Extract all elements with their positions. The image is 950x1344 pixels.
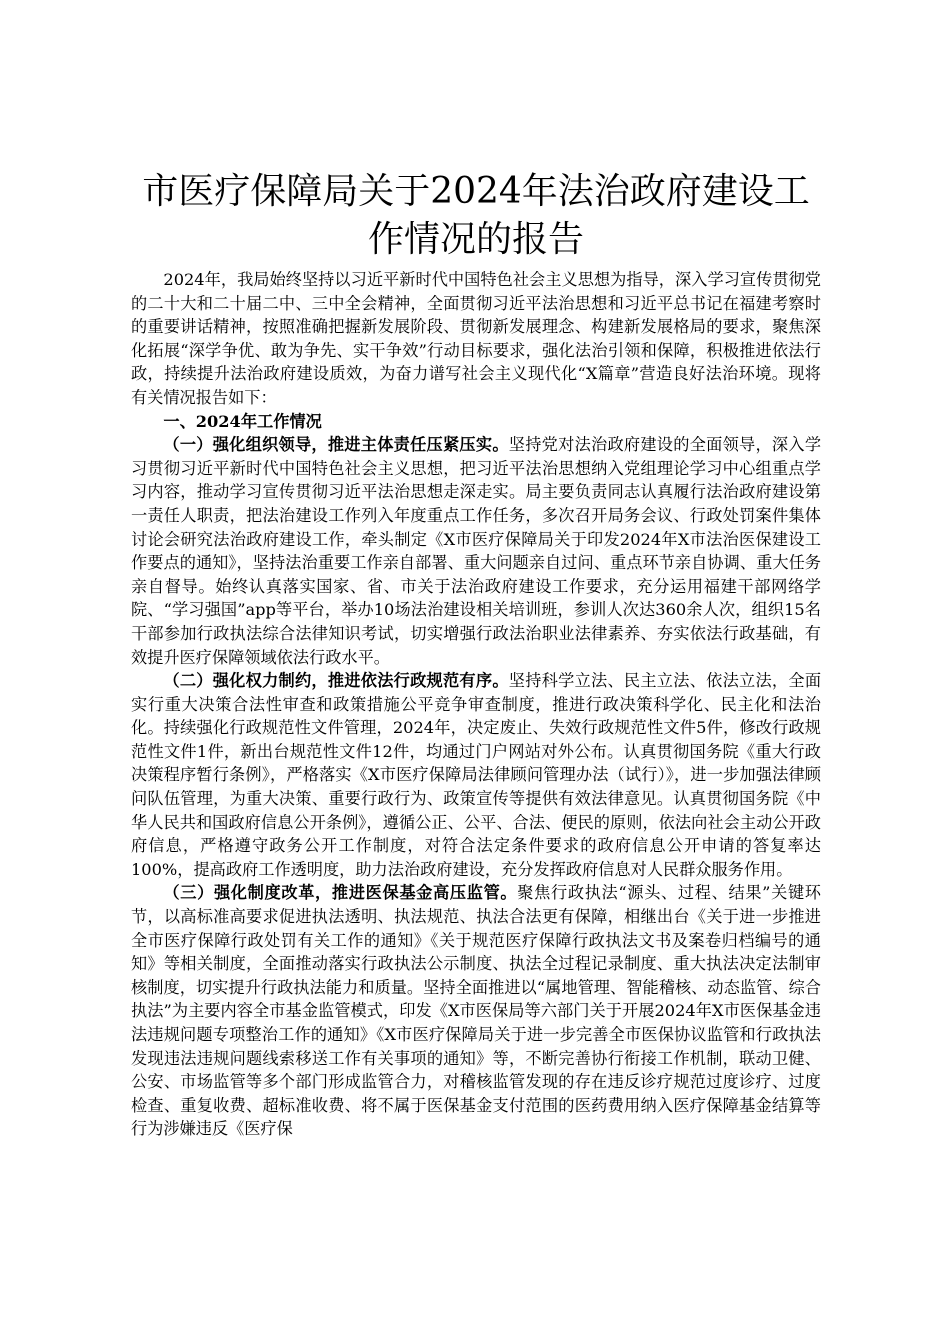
body-paragraph-1 bbox=[131, 433, 821, 669]
section-heading: 一、2024年工作情况 bbox=[163, 411, 322, 431]
paragraph-lead: （一）强化组织领导，推进主体责任压紧压实。 bbox=[163, 435, 509, 455]
document-page bbox=[131, 168, 821, 1141]
document-title: 市医疗保障局关于2024年法治政府建设工作情况的报告 bbox=[142, 171, 810, 260]
document-body bbox=[131, 268, 821, 1141]
body-paragraph-3 bbox=[131, 881, 821, 1141]
intro-paragraph: 2024年，我局始终坚持以习近平新时代中国特色社会主义思想为指导，深入学习宣传贯彻党的二十大和二十届二中、三中全会精神，全面贯彻习近平法治思想和习近平总书记在福建考察时的重要讲话精神，按照准确把握新发展阶段、贯彻新发展理念、构建新发展格局的要求，聚焦深化拓展“深学争优、敢为争先、实干争效”行动目标要求，强化法治引领和保障，积极推进依法行政，持续提升法治政府建设质效，为奋力谱写社会主义现代化“X篇章”营造良好法治环境。现将有关情况报告如下： bbox=[131, 270, 821, 407]
paragraph-text: 坚持党对法治政府建设的全面领导，深入学习贯彻习近平新时代中国特色社会主义思想，把习近平法治思想纳入党组理论学习中心组重点学习内容，推动学习宣传贯彻习近平法治思想走深走实。局主要负责同志认真履行法治政府建设第一责任人职责，把法治建设工作列入年度重点工作任务，多次召开局务会议、行政处罚案件集体讨论会研究法治政府建设工作，牵头制定《X市医疗保障局关于印发2024年X市法治医保建设工作要点的通知》，坚持法治重要工作亲自部署、重大问题亲自过问、重点环节亲自协调、重大任务亲自督导。始终认真落实国家、省、市关于法治政府建设工作要求，充分运用福建干部网络学院、“学习强国”app等平台，举办10场法治建设相关培训班，参训人次达360余人次，组织15名干部参加行政执法综合法律知识考试，切实增强行政法治职业法律素养、夯实依法行政基础，有效提升医疗保障领域依法行政水平。 bbox=[131, 435, 822, 667]
paragraph-lead: （三）强化制度改革，推进医保基金高压监管。 bbox=[163, 883, 518, 903]
paragraph-lead: （二）强化权力制约，推进依法行政规范有序。 bbox=[163, 671, 509, 691]
paragraph-text: 聚焦行政执法“源头、过程、结果”关键环节，以高标准高要求促进执法透明、执法规范、执法合法更有保障，相继出台《关于进一步推进全市医疗保障行政处罚有关工作的通知》《关于规范医疗保障行政执法文书及案卷归档编号的通知》等相关制度，全面推动落实行政执法公示制度、执法全过程记录制度、重大执法决定法制审核制度，切实提升行政执法能力和质量。坚持全面推进以“属地管理、智能稽核、动态监管、综合执法”为主要内容全市基金监管模式，印发《X市医保局等六部门关于开展2024年X市医保基金违法违规问题专项整治工作的通知》《X市医疗保障局关于进一步完善全市医保协议监管和行政执法发现违法违规问题线索移送工作有关事项的通知》等，不断完善协行衔接工作机制，联动卫健、公安、市场监管等多个部门形成监管合力，对稽核监管发现的存在违反诊疗规范过度诊疗、过度检查、重复收费、超标准收费、将不属于医保基金支付范围的医药费用纳入医疗保障基金结算等行为涉嫌违反《医疗保 bbox=[131, 883, 821, 1139]
body-paragraph-2 bbox=[131, 669, 821, 881]
paragraph-text: 坚持科学立法、民主立法、依法立法，全面实行重大决策合法性审查和政策措施公平竞争审查制度，推进行政决策科学化、民主化和法治化。持续强化行政规范性文件管理，2024年，决定废止、失效行政规范性文件5件，修改行政规范性文件1件，新出台规范性文件12件，均通过门户网站对外公布。认真贯彻国务院《重大行政决策程序暂行条例》，严格落实《X市医疗保障局法律顾问管理办法（试行）》，进一步加强法律顾问队伍管理，为重大决策、重要行政行为、政策宣传等提供有效法律意见。认真贯彻国务院《中华人民共和国政府信息公开条例》，遵循公正、公平、合法、便民的原则，依法向社会主动公开政府信息，严格遵守政务公开工作制度，对符合法定条件要求的政府信息公开申请的答复率达100%，提高政府工作透明度，助力法治政府建设，充分发挥政府信息对人民群众服务作用。 bbox=[131, 671, 822, 879]
